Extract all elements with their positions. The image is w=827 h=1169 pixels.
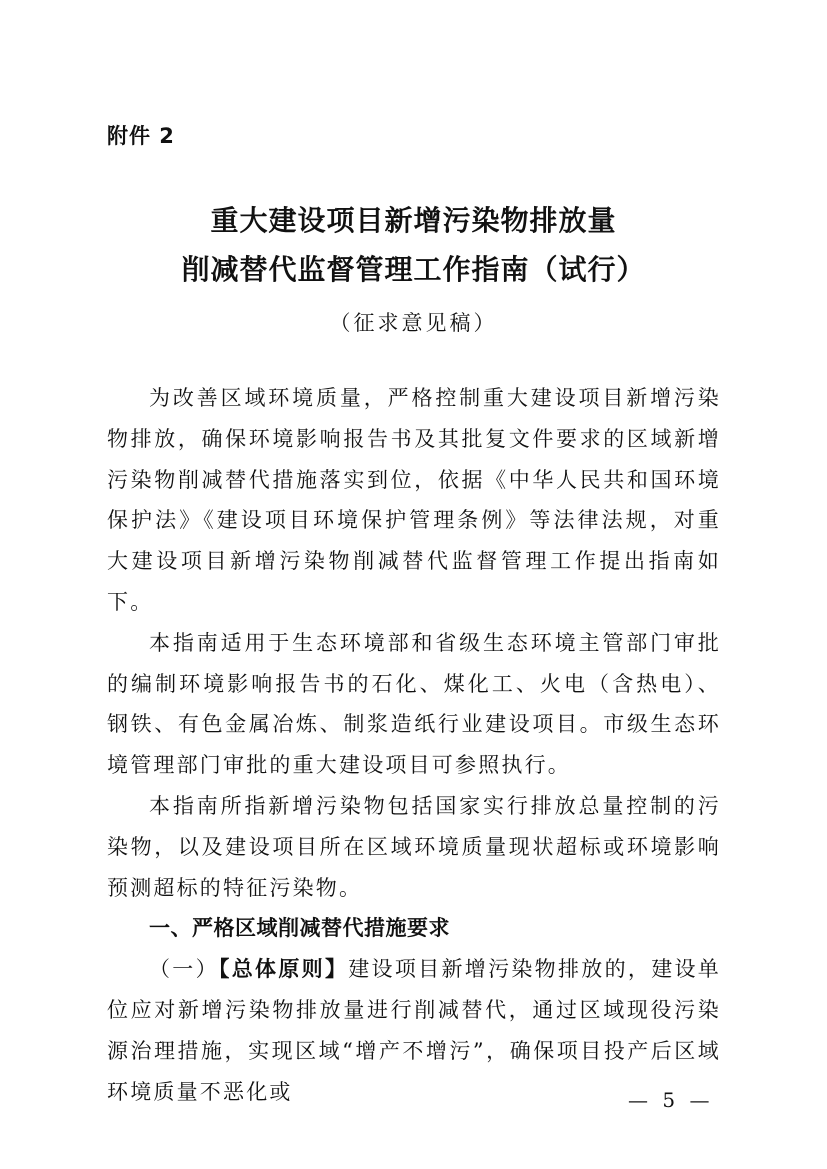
item-1-prefix: （一） <box>149 957 219 982</box>
body-paragraph-2: 本指南适用于生态环境部和省级生态环境主管部门审批的编制环境影响报告书的石化、煤化工、火电（含热电）、钢铁、有色金属冶炼、制浆造纸行业建设项目。市级生态环境管理部门审批的重大建设项目可参照执行。 <box>107 630 721 778</box>
body-paragraph-3: 本指南所指新增污染物包括国家实行排放总量控制的污染物，以及建设项目所在区域环境质量现状超标或环境影响预测超标的特征污染物。 <box>107 793 721 900</box>
section-heading: 一、严格区域削减替代措施要求 <box>149 916 450 941</box>
document-body <box>107 378 721 1112</box>
item-1-text: 建设项目新增污染物排放的，建设单位应对新增污染物排放量进行削减替代，通过区域现役污染源治理措施，实现区域“增产不增污”，确保项目投产后区域环境质量不恶化或 <box>107 957 722 1104</box>
attachment-label: 附件 2 <box>107 124 175 148</box>
body-paragraph-1: 为改善区域环境质量，严格控制重大建设项目新增污染物排放，确保环境影响报告书及其批复文件要求的区域新增污染物削减替代措施落实到位，依据《中华人民共和国环境保护法》《建设项目环境保护管理条例》等法律法规，对重大建设项目新增污染物削减替代监督管理工作提出指南如下。 <box>107 386 721 614</box>
item-1-term: 【总体原则】 <box>218 957 349 982</box>
document-title-line-2: 削减替代监督管理工作指南（试行） <box>181 253 646 286</box>
document-title-line-1: 重大建设项目新增污染物排放量 <box>210 204 617 237</box>
document-subtitle: （征求意见稿） <box>329 311 498 335</box>
page-number: — 5 — <box>628 1088 714 1112</box>
